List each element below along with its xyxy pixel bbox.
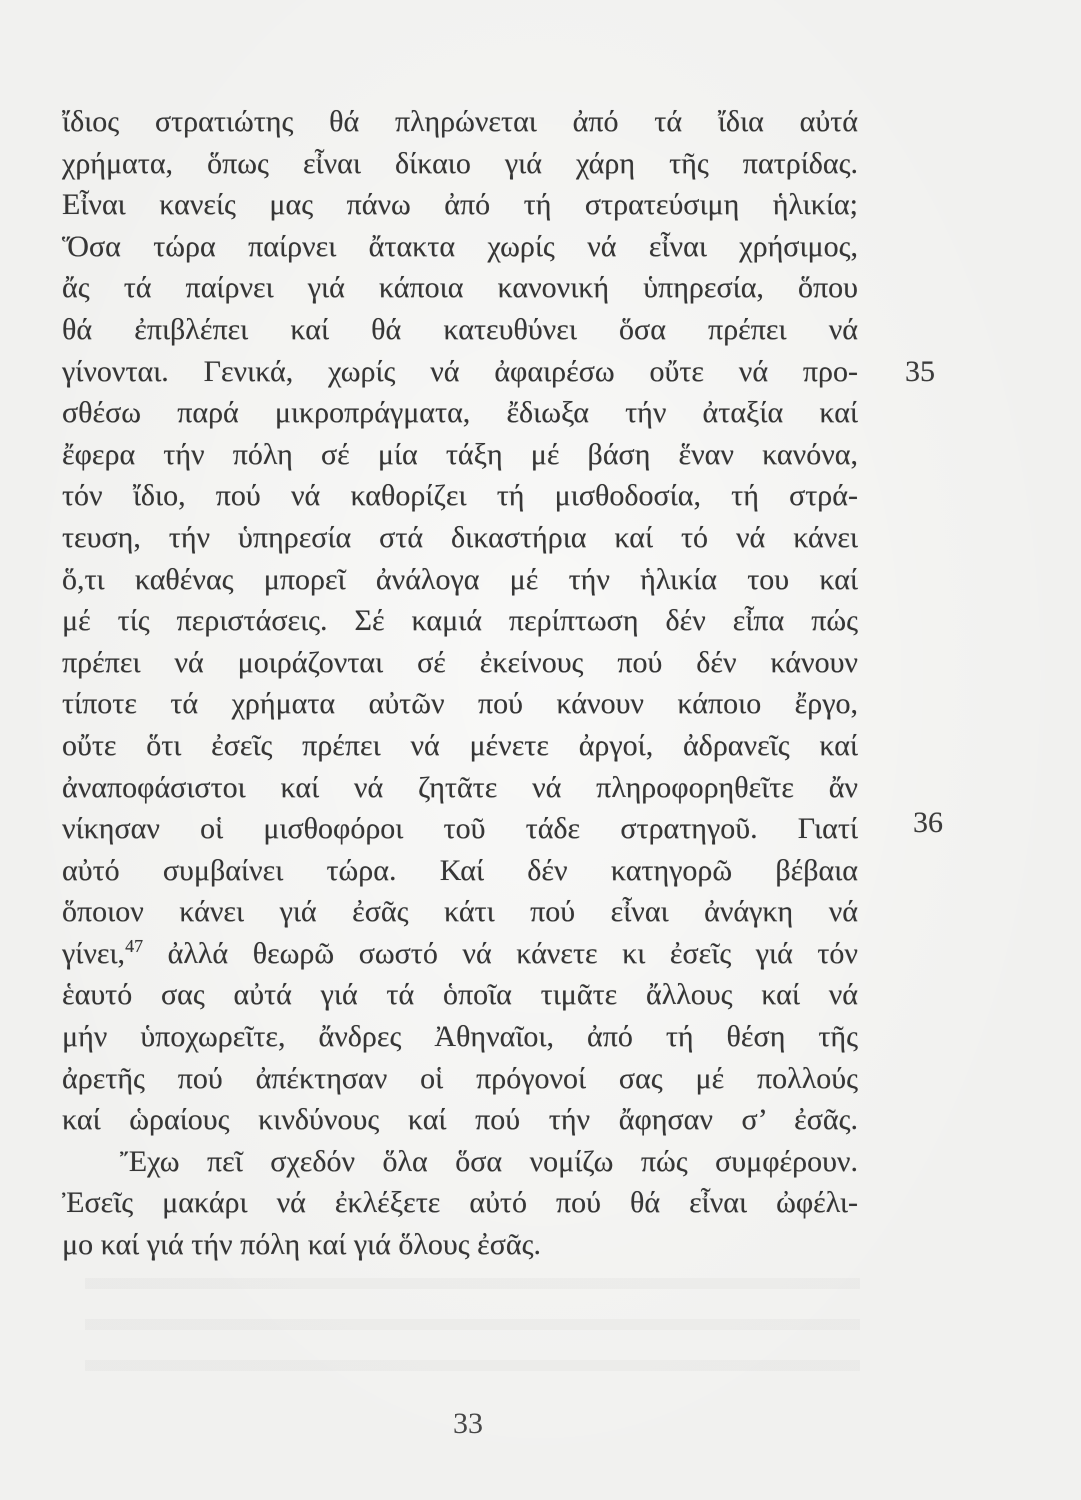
text-line [62, 933, 858, 975]
line-text: ὅποιον κάνει γιά ἐσᾶς κάτι πού εἶναι ἀνάγκη νά [62, 895, 858, 929]
text-line [62, 891, 858, 933]
text-line [62, 392, 858, 434]
paragraph-2 [62, 1141, 858, 1266]
line-text: πρέπει νά μοιράζονται σέ ἐκείνους πού δέν κάνουν [62, 645, 858, 679]
line-text: τίποτε τά χρήματα αὐτῶν πού κάνουν κάποιο ἔργο, [62, 687, 858, 721]
text-line [62, 1058, 858, 1100]
body-text [62, 101, 943, 1266]
text-line [62, 184, 858, 226]
line-text: τόν ἴδιο, πού νά καθορίζει τή μισθοδοσία, τή στρά- [62, 479, 858, 513]
line-text: ἄς τά παίρνει γιά κάποια κανονική ὑπηρεσία, ὅπου [62, 271, 858, 305]
line-text: ἴδιος στρατιώτης θά πληρώνεται ἀπό τά ἴδια αὐτά [62, 105, 858, 138]
line-text: οὔτε ὅτι ἐσεῖς πρέπει νά μένετε ἀργοί, ἀδρανεῖς καί [62, 728, 858, 762]
text-line [62, 267, 858, 309]
footnote-reference: 47 [125, 935, 144, 956]
text-line [62, 559, 858, 601]
text-line [62, 351, 935, 393]
line-text: μο καί γιά τήν πόλη καί γιά ὅλους ἐσᾶς. [62, 1228, 542, 1262]
margin-line-number: 35 [905, 354, 935, 388]
line-text: ὅ,τι καθένας μπορεῖ ἀνάλογα μέ τήν ἡλικία του καί [62, 562, 858, 596]
line-text: Εἶναι κανείς μας πάνω ἀπό τή στρατεύσιμη ἡλικία; [62, 188, 858, 222]
text-line [62, 309, 858, 351]
line-text: γίνονται. Γενικά, χωρίς νά ἀφαιρέσω οὔτε νά προ- [62, 354, 858, 388]
text-line [62, 806, 943, 850]
margin-line-number: 36 [913, 806, 943, 840]
paragraph-1 [62, 101, 943, 1141]
text-line [62, 517, 858, 559]
text-line [62, 725, 858, 767]
text-line [62, 475, 858, 517]
line-text: ἀλλά θεωρῶ σωστό νά κάνετε κι ἐσεῖς γιά τόν [167, 936, 859, 970]
line-text: ἀρετῆς πού ἀπέκτησαν οἱ πρόγονοί σας μέ πολλούς [62, 1061, 858, 1095]
text-line [62, 1099, 858, 1141]
page-number: 33 [453, 1407, 483, 1440]
line-text: ἀναποφάσιστοι καί νά ζητᾶτε νά πληροφορηθεῖτε ἄν [62, 770, 858, 804]
text-line [62, 642, 858, 684]
line-text: Ἔχω πεῖ σχεδόν ὅλα ὅσα νομίζω πώς συμφέρουν. [120, 1144, 858, 1178]
text-line [62, 226, 858, 268]
line-text: ἔφερα τήν πόλη σέ μία τάξη μέ βάση ἕναν κανόνα, [62, 437, 858, 471]
text-line [62, 683, 858, 725]
text-line [62, 434, 858, 476]
text-line [62, 1016, 858, 1058]
show-through-artifact [85, 1262, 860, 1392]
text-line [62, 850, 858, 892]
line-text: Ὅσα τώρα παίρνει ἄτακτα χωρίς νά εἶναι χρήσιμος, [62, 229, 858, 263]
line-text: νίκησαν οἱ μισθοφόροι τοῦ τάδε στρατηγοῦ. Γιατί [62, 812, 858, 846]
text-line [62, 1182, 858, 1224]
text-line [62, 143, 858, 185]
line-text: γίνει, [62, 936, 126, 970]
line-text: καί ὡραίους κινδύνους καί πού τήν ἄφησαν σ’ ἐσᾶς. [62, 1103, 858, 1137]
line-text: ἑαυτό σας αὐτά γιά τά ὁποῖα τιμᾶτε ἄλλους καί νά [62, 978, 858, 1012]
line-text: Ἐσεῖς μακάρι νά ἐκλέξετε αὐτό πού θά εἶναι ὠφέλι- [62, 1186, 858, 1220]
line-text: θά ἐπιβλέπει καί θά κατευθύνει ὅσα πρέπει νά [62, 312, 858, 346]
text-line [62, 600, 858, 642]
line-text: μέ τίς περιστάσεις. Σέ καμιά περίπτωση δέν εἶπα πώς [62, 604, 858, 638]
line-text: χρήματα, ὅπως εἶναι δίκαιο γιά χάρη τῆς πατρίδας. [62, 146, 858, 180]
line-text: σθέσω παρά μικροπράγματα, ἔδιωξα τήν ἀταξία καί [62, 396, 858, 430]
line-text: αὐτό συμβαίνει τώρα. Καί δέν κατηγορῶ βέβαια [62, 853, 858, 887]
line-text: τευση, τήν ὑπηρεσία στά δικαστήρια καί τό νά κάνει [62, 520, 858, 554]
text-line [62, 1141, 858, 1183]
text-line [62, 767, 858, 809]
text-line [62, 101, 858, 143]
text-line [62, 1224, 858, 1266]
line-text: μήν ὑποχωρεῖτε, ἄνδρες Ἀθηναῖοι, ἀπό τή θέση τῆς [62, 1020, 858, 1054]
text-line [62, 974, 858, 1016]
